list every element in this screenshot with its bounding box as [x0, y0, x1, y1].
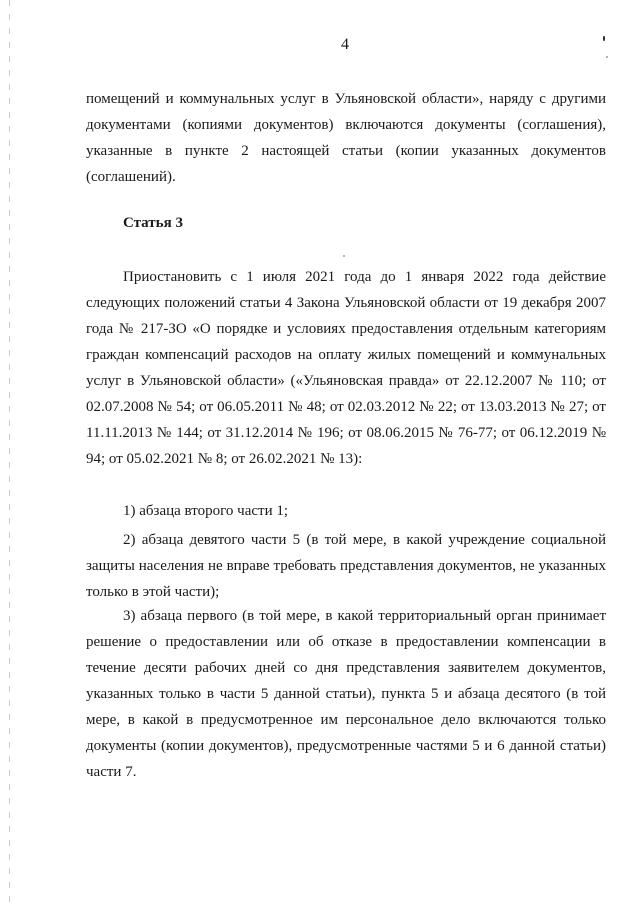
scan-mark: [606, 56, 608, 58]
article-item-1: 1) абзаца второго части 1;: [123, 503, 289, 519]
article-item-2: 2) абзаца девятого части 5 (в той мере, в какой учреждение социальной защиты населения не вправе требовать представления документов, не указанных только в этой части);: [86, 532, 606, 600]
page-edge-mark: [9, 0, 10, 905]
intro-paragraph: помещений и коммунальных услуг в Ульяновской области», наряду с другими документами (копиями документов) включаются документы (соглашения), указанные в пункте 2 настоящей статьи (копии указанных документов (соглашений).: [86, 91, 606, 185]
scan-mark: [603, 36, 605, 41]
scan-mark: [343, 255, 345, 257]
page-number: 4: [341, 36, 349, 53]
article-main-paragraph: Приостановить с 1 июля 2021 года до 1 января 2022 года действие следующих положений статьи 4 Закона Ульяновской области от 19 декабря 2007 года № 217-ЗО «О порядке и условиях предоставления отдельным категориям граждан компенсаций расходов на оплату жилых помещений и коммунальных услуг в Ульяновской области» («Ульяновская правда» от 22.12.2007 № 110; от 02.07.2008 № 54; от 06.05.2011 № 48; от 02.03.2012 № 22; от 13.03.2013 № 27; от 11.11.2013 № 144; от 31.12.2014 № 196; от 08.06.2015 № 76-77; от 06.12.2019 № 94; от 05.02.2021 № 8; от 26.02.2021 № 13):: [86, 269, 606, 467]
article-heading: Статья 3: [123, 215, 183, 231]
article-item-3: 3) абзаца первого (в той мере, в какой территориальный орган принимает решение о предоставлении или об отказе в предоставлении компенсации в течение десяти рабочих дней со дня представления заявителем документов, указанных только в части 5 данной статьи), пункта 5 и абзаца десятого (в той мере, в какой в предусмотренное им персональное дело включаются только документы (копии документов), предусмотренные частями 5 и 6 данной статьи) части 7.: [86, 608, 606, 780]
